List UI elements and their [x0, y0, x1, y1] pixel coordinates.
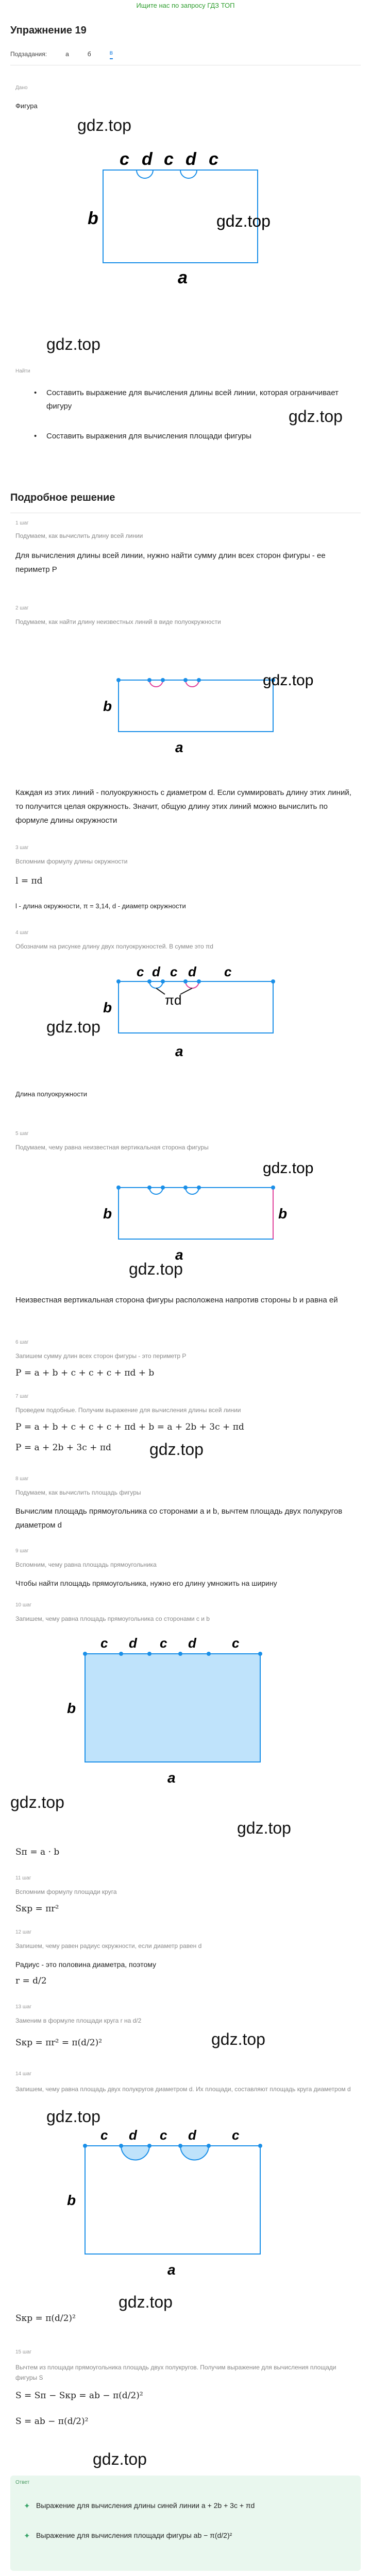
label-c: c [100, 1635, 108, 1651]
figure-label: Фигура [15, 102, 38, 110]
figure-diagram-6 [62, 2120, 304, 2285]
watermark: gdz.top [149, 1440, 204, 1459]
answer-tag: Ответ [15, 2480, 30, 2485]
step-5-desc: Подумаем, чему равна неизвестная вертикальная сторона фигуры [15, 1144, 209, 1151]
watermark: gdz.top [10, 1793, 64, 1811]
watermark: gdz.top [77, 116, 131, 134]
step-11-desc: Вспомним формулу площади круга [15, 1888, 117, 1895]
top-banner[interactable]: Ищите нас по запросу ГДЗ ТОП [136, 2, 235, 9]
label-c: c [100, 2127, 108, 2143]
step-15: 15 шаг [15, 2349, 32, 2355]
label-c: c [224, 964, 232, 979]
label-c: c [232, 2127, 240, 2143]
label-a: a [175, 739, 183, 755]
label-d: d [188, 964, 196, 979]
page-title: Упражнение 19 [10, 25, 87, 36]
step-8: 8 шаг [15, 1476, 29, 1482]
formula-circle-area: Sкр = πr² [15, 1904, 59, 1914]
step-10-desc: Запишем, чему равна площадь прямоугольника со сторонами c и b [15, 1615, 210, 1622]
watermark: gdz.top [46, 335, 100, 353]
watermark: gdz.top [129, 1260, 183, 1278]
step-4-desc: Обозначим на рисунке длину двух полуокружностей. В сумме это πd [15, 943, 213, 950]
step-8-desc: Подумаем, как вычислить площадь фигуры [15, 1489, 141, 1496]
step-14-desc: Запишем, чему равна площадь двух полукругов диаметром d. Их площади, составляют площадь круга диаметром d [15, 2086, 351, 2093]
label-b: b [103, 1206, 112, 1222]
step-9: 9 шаг [15, 1548, 29, 1554]
figure-diagram-3 [93, 958, 335, 1061]
step-9-text: Чтобы найти площадь прямоугольника, нужно его длину умножить на ширину [15, 1579, 277, 1587]
answer-block [10, 2476, 361, 2571]
step-6: 6 шаг [15, 1340, 29, 1345]
step-13-desc: Заменим в формуле площади круга r на d/2 [15, 2017, 142, 2024]
label-d: d [152, 964, 160, 979]
step-14: 14 шаг [15, 2071, 32, 2077]
check-icon: ✦ [24, 2502, 30, 2511]
step-9-desc: Вспомним, чему равна площадь прямоугольника [15, 1561, 157, 1568]
find-item-2: • Составить выражения для вычисления площади фигуры [46, 432, 251, 440]
subtask-a[interactable]: а [65, 50, 69, 58]
label-c: c [164, 149, 174, 169]
formula-p2: P = a + b + c + c + c + πd + b = a + 2b + 3c + πd [15, 1422, 244, 1432]
step-10: 10 шаг [15, 1602, 32, 1608]
label-a: a [175, 1247, 183, 1263]
watermark: gdz.top [46, 1018, 100, 1036]
label-b: b [103, 698, 112, 714]
step-5-text: Неизвестная вертикальная сторона фигуры расположена напротив стороны b и равна ей [15, 1296, 338, 1304]
label-a: a [167, 1770, 176, 1786]
formula-s-final-2: S = ab − π(d/2)² [15, 2416, 89, 2427]
step-7: 7 шаг [15, 1394, 29, 1399]
label-d: d [129, 2127, 137, 2143]
figure-diagram-2 [93, 654, 335, 757]
step-1-desc: Подумаем, как вычислить длину всей линии [15, 532, 143, 539]
label-d: d [188, 2127, 196, 2143]
label-b: b [278, 1206, 288, 1222]
step-2-desc: Подумаем, как найти длину неизвестных линий в виде полуокружности [15, 618, 221, 625]
formula-r: r = d/2 [15, 1976, 47, 1986]
step-1: 1 шаг [15, 520, 29, 526]
answer-item-2: Выражение для вычисления площади фигуры ab − π(d/2)² [36, 2531, 232, 2539]
step-15-desc: Вычтем из площади прямоугольника площадь двух полукругов. Получим выражение для вычисления площади фигуры S [15, 2364, 336, 2381]
solution-title: Подробное решение [10, 492, 115, 503]
label-b: b [88, 209, 98, 228]
watermark: gdz.top [119, 2293, 173, 2311]
label-c: c [160, 2127, 167, 2143]
step-8-text: Вычислим площадь прямоугольника со сторонами a и b, вычтем площадь двух полукругов диаметром d [15, 1507, 343, 1530]
step-12: 12 шаг [15, 1929, 32, 1935]
formula-sc2: Sкр = π(d/2)² [15, 2313, 76, 2324]
label-a: a [167, 2262, 176, 2278]
label-a: a [175, 1043, 183, 1059]
answer-item-1: Выражение для вычисления длины синей линии a + 2b + 3c + πd [36, 2501, 255, 2510]
label-b: b [67, 1700, 76, 1716]
step-12-text: Радиус - это половина диаметра, поэтому [15, 1960, 157, 1969]
subtask-nav [10, 49, 113, 59]
step-4: 4 шаг [15, 930, 29, 936]
label-d: d [188, 1635, 196, 1651]
step-3: 3 шаг [15, 845, 29, 851]
step-2: 2 шаг [15, 605, 29, 611]
half-circle-text: Длина полуокружности [15, 1090, 88, 1098]
formula-s-rect: Sп = a · b [15, 1847, 60, 1857]
label-d: d [129, 1635, 137, 1651]
formula-circumference: l = πd [15, 876, 43, 886]
step-12-desc: Запишем, чему равен радиус окружности, если диаметр равен d [15, 1942, 202, 1950]
watermark: gdz.top [237, 1819, 291, 1837]
step-3-desc: Вспомним формулу длины окружности [15, 858, 128, 865]
subtask-b[interactable]: б [87, 50, 91, 58]
step-1-text: Для вычисления длины всей линии, нужно найти сумму длин всех сторон фигуры - ее периметр P [15, 551, 326, 574]
label-d: d [185, 149, 196, 169]
formula-p3: P = a + 2b + 3c + πd [15, 1443, 111, 1453]
label-c: c [232, 1635, 240, 1651]
watermark: gdz.top [93, 2450, 147, 2468]
subtask-v[interactable]: в [110, 49, 113, 59]
find-tag: Найти [15, 368, 30, 374]
label-c: c [160, 1635, 167, 1651]
watermark: gdz.top [216, 212, 271, 230]
label-b: b [67, 2192, 76, 2208]
step-7-desc: Проведем подобные. Получим выражение для вычисления длины всей линии [15, 1406, 241, 1414]
watermark: gdz.top [289, 407, 343, 426]
figure-diagram-5 [62, 1628, 304, 1793]
label-c: c [170, 964, 178, 979]
label-d: d [142, 149, 153, 169]
step-2-text: Каждая из этих линий - полуокружность с диаметром d. Если суммировать длину этих линий, то получится целая окружность. Значит, общую длину этих линий можно вычислить по формуле длины окружности [15, 788, 351, 825]
formula-sc: Sкр = πr² = π(d/2)² [15, 2038, 103, 2048]
label-a: a [178, 268, 188, 287]
label-c: c [137, 964, 144, 979]
given-tag: Дано [15, 85, 28, 91]
formula-p1: P = a + b + c + c + c + πd + b [15, 1368, 155, 1378]
find-item-1: • Составить выражение для вычисления длины всей линии, которая ограничивает фигуру [46, 386, 356, 413]
watermark: gdz.top [263, 672, 314, 689]
label-b: b [103, 999, 112, 1015]
formula-note: l - длина окружности, π = 3,14, d - диаметр окружности [15, 902, 186, 910]
check-icon: ✦ [24, 2532, 30, 2540]
formula-s-final-1: S = Sп − Sкр = ab − π(d/2)² [15, 2391, 143, 2401]
label-c: c [209, 149, 218, 169]
figure-diagram-1 [72, 144, 299, 299]
step-11: 11 шаг [15, 1875, 31, 1881]
step-5: 5 шаг [15, 1131, 29, 1137]
label-c: c [120, 149, 129, 169]
watermark: gdz.top [46, 2107, 100, 2126]
step-6-desc: Запишем сумму длин всех сторон фигуры - это периметр P [15, 1352, 187, 1360]
figure-diagram-4 [93, 1157, 335, 1265]
label-pi-d: πd [165, 992, 182, 1008]
step-13: 13 шаг [15, 2004, 32, 2010]
subtasks-label: Подзадания: [10, 50, 47, 58]
watermark: gdz.top [211, 2030, 265, 2048]
watermark: gdz.top [263, 1160, 314, 1177]
